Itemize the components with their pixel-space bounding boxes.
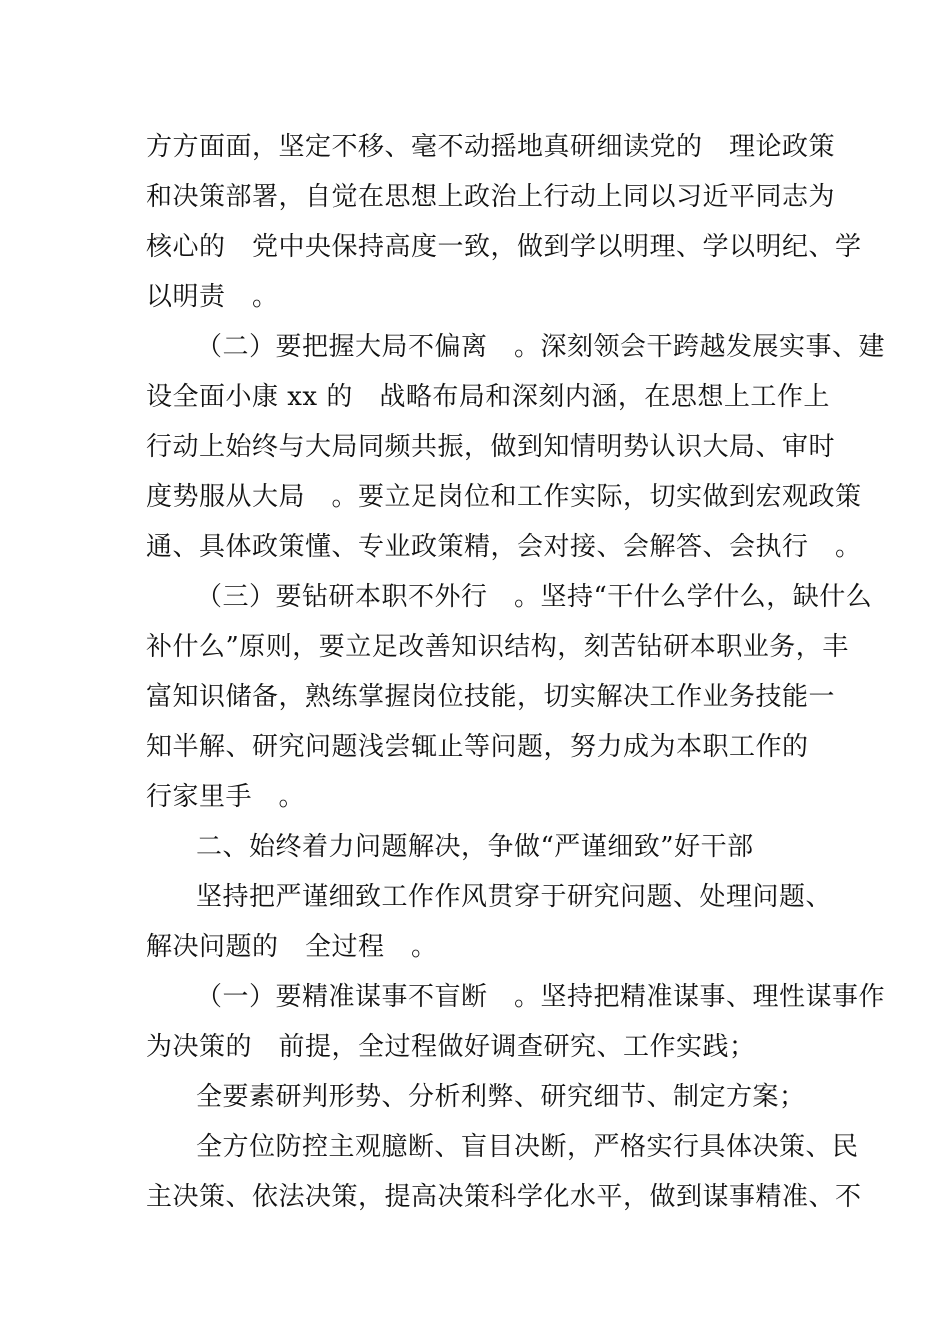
text-line: 核心的 党中央保持高度一致，做到学以明理、学以明纪、学 [146,232,862,262]
text-line: 为决策的 前提，全过程做好调查研究、工作实践； [146,1032,756,1062]
text-line: 设全面小康 xx 的 战略布局和深刻内涵，在思想上工作上 [146,382,830,412]
text-line: （二）要把握大局不偏离 。深刻领会干跨越发展实事、建 [196,332,886,362]
text-line: 知半解、研究问题浅尝辄止等问题，努力成为本职工作的 [146,732,809,762]
text-line: （三）要钻研本职不外行 。坚持“干什么学什么，缺什么 [196,582,873,612]
text-line: 解决问题的 全过程 。 [146,932,438,962]
text-line: 补什么”原则，要立足改善知识结构，刻苦钻研本职业务，丰 [146,632,849,662]
text-line: 行家里手 。 [146,782,306,812]
text-line: 通、具体政策懂、专业政策精，会对接、会解答、会执行 。 [146,532,862,562]
text-line: 行动上始终与大局同频共振，做到知情明势认识大局、审时 [146,432,836,462]
text-line: 全方位防控主观臆断、盲目决断，严格实行具体决策、民 [196,1132,859,1162]
text-line: 坚持把严谨细致工作作风贯穿于研究问题、处理问题、 [196,882,833,912]
section-heading: 二、始终着力问题解决，争做“严谨细致”好干部 [196,832,754,862]
text-line: 富知识储备，熟练掌握岗位技能，切实解决工作业务技能一 [146,682,836,712]
text-line: 度势服从大局 。要立足岗位和工作实际，切实做到宏观政策 [146,482,862,512]
text-line: 全要素研判形势、分析利弊、研究细节、制定方案； [196,1082,806,1112]
text-line: 和决策部署，自觉在思想上政治上行动上同以习近平同志为 [146,182,836,212]
text-line: 方方面面，坚定不移、毫不动摇地真研细读党的 理论政策 [146,132,836,162]
text-line: （一）要精准谋事不盲断 。坚持把精准谋事、理性谋事作 [196,982,886,1012]
text-line: 以明责 。 [146,282,279,312]
text-line: 主决策、依法决策，提高决策科学化水平，做到谋事精准、不 [146,1182,862,1212]
